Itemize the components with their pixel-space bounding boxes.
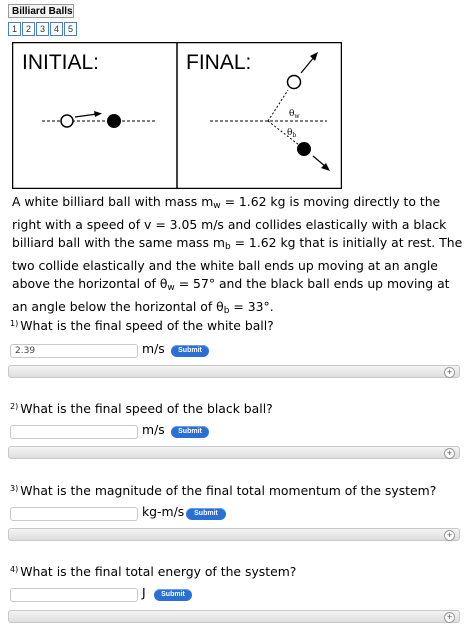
page-3-button[interactable]: 3 [36, 22, 49, 36]
white-ball-final [288, 76, 301, 89]
answer-4-unit: J [142, 585, 146, 600]
black-ball-initial [107, 114, 121, 128]
question-1: $^{1)}$ What is the final speed of the white ball? [10, 318, 274, 333]
hint-bar-2[interactable] [8, 446, 460, 459]
page-selector [8, 22, 78, 36]
answer-3-input[interactable] [10, 507, 138, 521]
plus-circle-icon[interactable]: + [444, 612, 455, 623]
plus-circle-icon[interactable]: + [444, 530, 455, 541]
plus-circle-icon[interactable]: + [444, 367, 455, 378]
question-3: $^{3)}$ What is the magnitude of the final total momentum of the system? [10, 483, 437, 498]
submit-3-button[interactable]: Submit [186, 508, 226, 520]
problem-title-tab[interactable]: Billiard Balls [8, 4, 74, 18]
answer-3-unit: kg-m/s [142, 504, 185, 519]
hint-bar-4[interactable] [8, 610, 460, 623]
answer-1-unit: m/s [142, 341, 165, 356]
problem-statement: A white billiard ball with mass $m_w = 1.62$ kg is moving directly to the right with a speed of v = 3.05 m/s and collides elastically with a black billiard ball with the same mass $m_b = 1.62$ kg that is initially at rest. The two collide elastically and the white ball ends up moving at an angle above the horizontal of $\theta_w = 57^\circ$ and the black ball ends up moving at an angle below the horizontal of $\theta_b = 33^\circ$. [12, 194, 463, 316]
submit-4-button[interactable]: Submit [154, 589, 192, 601]
question-2: $^{2)}$ What is the final speed of the black ball? [10, 401, 273, 416]
final-label: FINAL: [186, 51, 252, 74]
hint-bar-1[interactable] [8, 365, 460, 378]
theta-b-label: $\theta_b$ [287, 128, 297, 139]
submit-1-button[interactable]: Submit [171, 345, 209, 357]
white-ball-initial [61, 115, 73, 127]
hint-bar-3[interactable] [8, 528, 460, 541]
answer-4-input[interactable] [10, 588, 138, 602]
black-ball-final [297, 142, 311, 156]
answer-1-input[interactable] [10, 344, 138, 358]
page-4-button[interactable]: 4 [50, 22, 63, 36]
theta-w-label: $\theta_w$ [289, 109, 300, 120]
page-1-button[interactable]: 1 [8, 22, 21, 36]
plus-circle-icon[interactable]: + [444, 448, 455, 459]
collision-diagram [12, 42, 342, 189]
submit-2-button[interactable]: Submit [171, 426, 209, 438]
initial-label: INITIAL: [22, 51, 100, 74]
answer-2-input[interactable] [10, 425, 138, 439]
question-4: $^{4)}$ What is the final total energy of the system? [10, 564, 297, 579]
answer-2-unit: m/s [142, 422, 165, 437]
page-5-button[interactable]: 5 [64, 22, 77, 36]
page-2-button[interactable]: 2 [22, 22, 35, 36]
